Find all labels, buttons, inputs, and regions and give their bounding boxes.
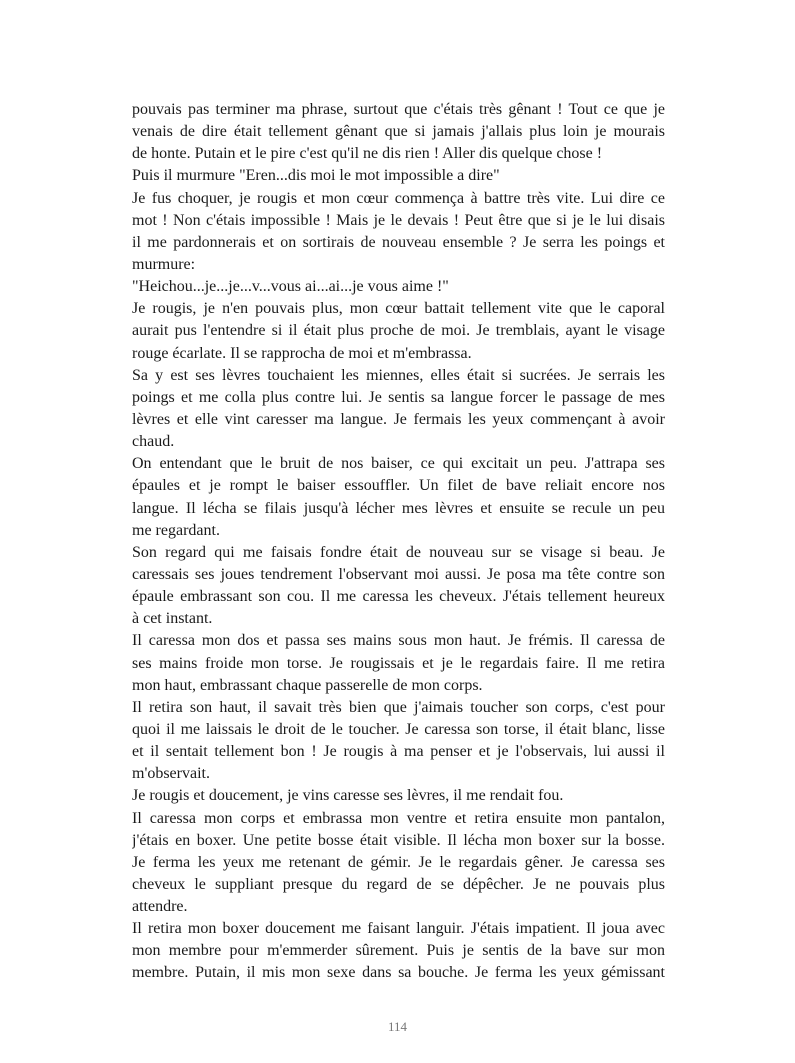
text-line: il me pardonnerais et on sortirais de nouveau ensemble ? Je serra les poings et	[132, 233, 665, 251]
text-line: venais de dire était tellement gênant que si jamais j'allais plus loin je mourais	[132, 123, 665, 141]
page-body	[132, 99, 665, 985]
text-line: à cet instant.	[132, 610, 213, 628]
text-line: pouvais pas terminer ma phrase, surtout que c'étais très gênant ! Tout ce que je	[132, 101, 665, 118]
text-line: murmure:	[132, 255, 196, 273]
text-line: "Heichou...je...je...v...vous ai...ai...je vous aime !"	[132, 278, 449, 296]
text-line: Je rougis et doucement, je vins caresse ses lèvres, il me rendait fou.	[132, 787, 564, 805]
text-line: me regardant.	[132, 521, 220, 539]
text-line: mon membre pour m'emmerder sûrement. Puis je sentis de la bave sur mon	[132, 942, 665, 960]
text-line: épaules et je rompt le baiser essouffler. Un filet de bave reliait encore nos	[132, 477, 665, 495]
text-line: Je fus choquer, je rougis et mon cœur commença à battre très vite. Lui dire ce	[132, 189, 665, 207]
text-line: mon haut, embrassant chaque passerelle de mon corps.	[132, 676, 483, 694]
text-line: Je rougis, je n'en pouvais plus, mon cœur battait tellement vite que le caporal	[132, 300, 665, 318]
text-line: aurait pus l'entendre si il était plus proche de moi. Je tremblais, ayant le visage	[132, 322, 665, 340]
text-line: Puis il murmure "Eren...dis moi le mot impossible a dire"	[132, 167, 500, 185]
text-line: Il retira son haut, il savait très bien que j'aimais toucher son corps, c'est pour	[132, 698, 665, 716]
text-line: lèvres et elle vint caresser ma langue. Je fermais les yeux commençant à avoir	[132, 410, 665, 428]
text-line: et il sentait tellement bon ! Je rougis à ma penser et je l'observais, lui aussi il	[132, 743, 665, 761]
text-line: Je ferma les yeux me retenant de gémir. Je le regardais gêner. Je caressa ses	[132, 853, 665, 871]
text-line: Sa y est ses lèvres touchaient les miennes, elles était si sucrées. Je serrais les	[132, 366, 665, 384]
text-line: de honte. Putain et le pire c'est qu'il ne dis rien ! Aller dis quelque chose !	[132, 145, 603, 163]
text-line: j'étais en boxer. Une petite bosse était visible. Il lécha mon boxer sur la bosse.	[132, 831, 665, 849]
text-line: caressais ses joues tendrement l'observant moi aussi. Je posa ma tête contre son	[132, 565, 665, 583]
text-line: Il retira mon boxer doucement me faisant languir. J'étais impatient. Il joua avec	[132, 920, 665, 938]
text-line: Il caressa mon corps et embrassa mon ventre et retira ensuite mon pantalon,	[132, 809, 665, 827]
text-line: mot ! Non c'étais impossible ! Mais je le devais ! Peut être que si je le lui disais	[132, 211, 665, 229]
text-line: cheveux le suppliant presque du regard de se dépêcher. Je ne pouvais plus	[132, 875, 665, 893]
text-line: attendre.	[132, 898, 188, 916]
page-number: 114	[387, 1019, 408, 1034]
text-line: chaud.	[132, 433, 175, 451]
text-line: On entendant que le bruit de nos baiser, ce qui excitait un peu. J'attrapa ses	[132, 455, 665, 473]
text-line: Il caressa mon dos et passa ses mains sous mon haut. Je frémis. Il caressa de	[132, 632, 665, 650]
text-line: poings et me colla plus contre lui. Je sentis sa langue forcer le passage de mes	[132, 388, 665, 406]
text-line: membre. Putain, il mis mon sexe dans sa bouche. Je ferma les yeux gémissant	[132, 964, 665, 982]
text-line: Son regard qui me faisais fondre était de nouveau sur se visage si beau. Je	[132, 543, 665, 561]
text-line: rouge écarlate. Il se rapprocha de moi et m'embrassa.	[132, 344, 472, 362]
text-line: quoi il me laissais le droit de le toucher. Je caressa son torse, il était blanc, lisse	[132, 720, 665, 738]
text-line: épaule embrassant son cou. Il me caressa les cheveux. J'étais tellement heureux	[132, 588, 665, 606]
text-line: langue. Il lécha se filais jusqu'à lécher mes lèvres et ensuite se recule un peu	[132, 499, 665, 517]
text-line: m'observait.	[132, 765, 210, 783]
text-line: ses mains froide mon torse. Je rougissais et je le regardais faire. Il me retira	[132, 654, 665, 672]
